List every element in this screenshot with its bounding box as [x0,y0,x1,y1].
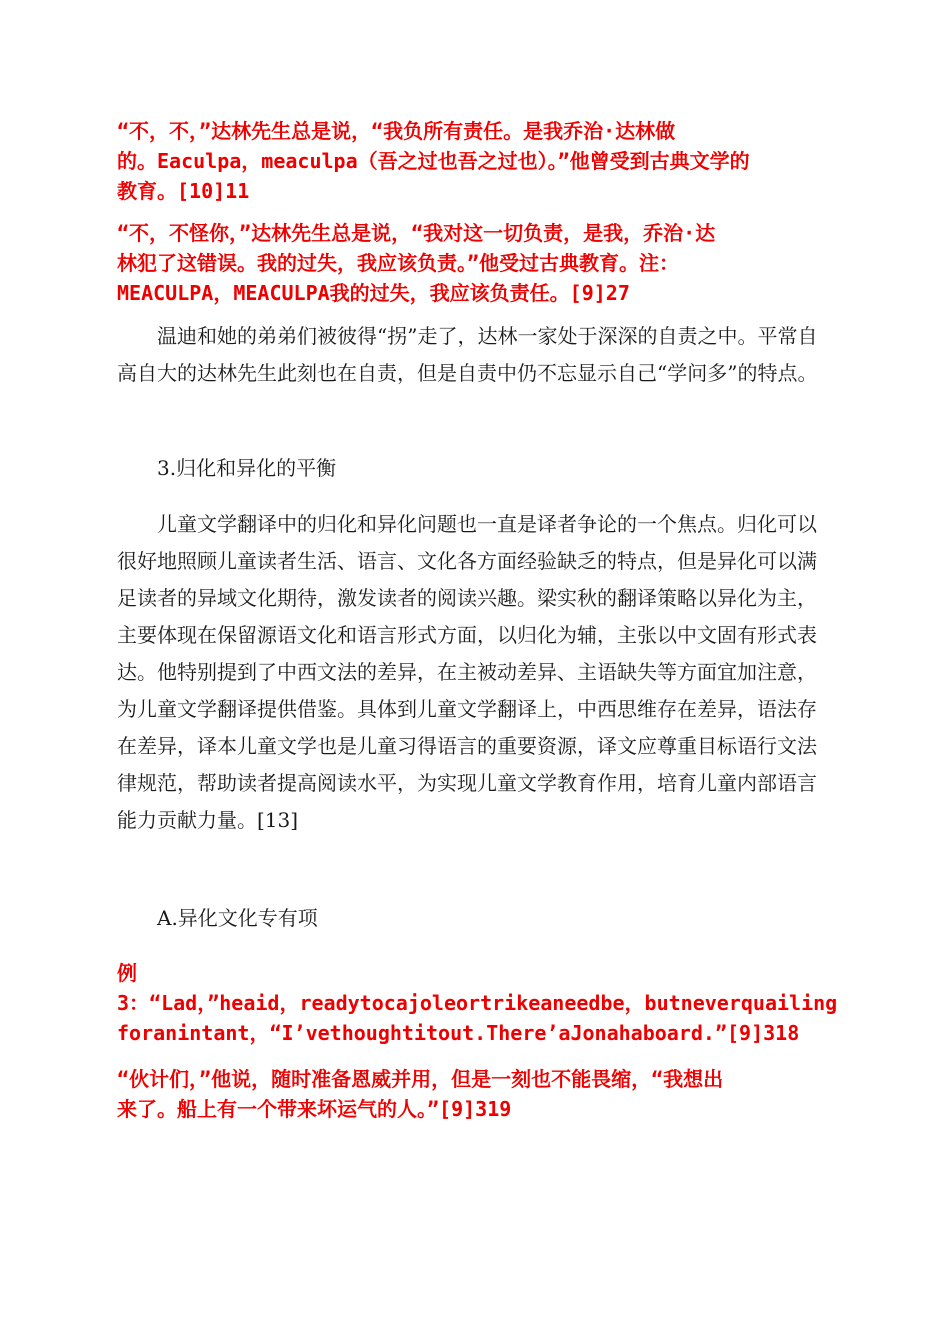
quote-line: 的。Eaculpa，meaculpa（吾之过也吾之过也）。”他曾受到古典文学的 [117,149,750,173]
quote-line: 教育。[10]11 [117,179,250,203]
quote-line: 林犯了这错误。我的过失，我应该负责。”他受过古典教育。注： [117,251,680,275]
quote-line: “不，不，”达林先生总是说，“我负所有责任。是我乔治·达林做 [117,119,676,143]
example-line: foranintant，“I’vethoughtitout.There’aJonahaboard.”[9]318 [117,1021,800,1045]
section-heading: 3.归化和异化的平衡 [157,456,337,480]
example-3-original [117,958,838,1048]
example-line: 例 [117,961,137,985]
example-line: “伙计们，”他说，随时准备恩威并用，但是一刻也不能畏缩，“我想出 [117,1067,724,1091]
paragraph-commentary: 温迪和她的弟弟们被彼得“拐”走了，达林一家处于深深的自责之中。平常自高自大的达林先生此刻也在自责，但是自责中仍不忘显示自己“学问多”的特点。 [117,324,818,385]
example-3-translation [117,1064,832,1124]
example-line: 来了。船上有一个带来坏运气的人。”[9]319 [117,1097,512,1121]
subsection-heading: A.异化文化专有项 [157,906,318,930]
example-line: 3：“Lad，”heaid，readytocajoleortrikeaneedbe，butneverquailing [117,991,838,1015]
quote-translation-darling [117,218,832,308]
quote-line: MEACULPA，MEACULPA我的过失，我应该负责任。[9]27 [117,281,630,305]
paragraph-domestication-foreignization: 儿童文学翻译中的归化和异化问题也一直是译者争论的一个焦点。归化可以很好地照顾儿童读者生活、语言、文化各方面经验缺乏的特点，但是异化可以满足读者的异域文化期待，激发读者的阅读兴趣。梁实秋的翻译策略以异化为主，主要体现在保留源语文化和语言形式方面，以归化为辅，主张以中文固有形式表达。他特别提到了中西文法的差异，在主被动差异、主语缺失等方面宜加注意，为儿童文学翻译提供借鉴。具体到儿童文学翻译上，中西思维存在差异，语法存在差异，译本儿童文学也是儿童习得语言的重要资源，译文应尊重目标语行文法律规范，帮助读者提高阅读水平，为实现儿童文学教育作用，培育儿童内部语言能力贡献力量。[13] [117,512,817,832]
quote-original-darling [117,116,832,206]
quote-line: “不，不怪你，”达林先生总是说，“我对这一切负责，是我，乔治·达 [117,221,716,245]
